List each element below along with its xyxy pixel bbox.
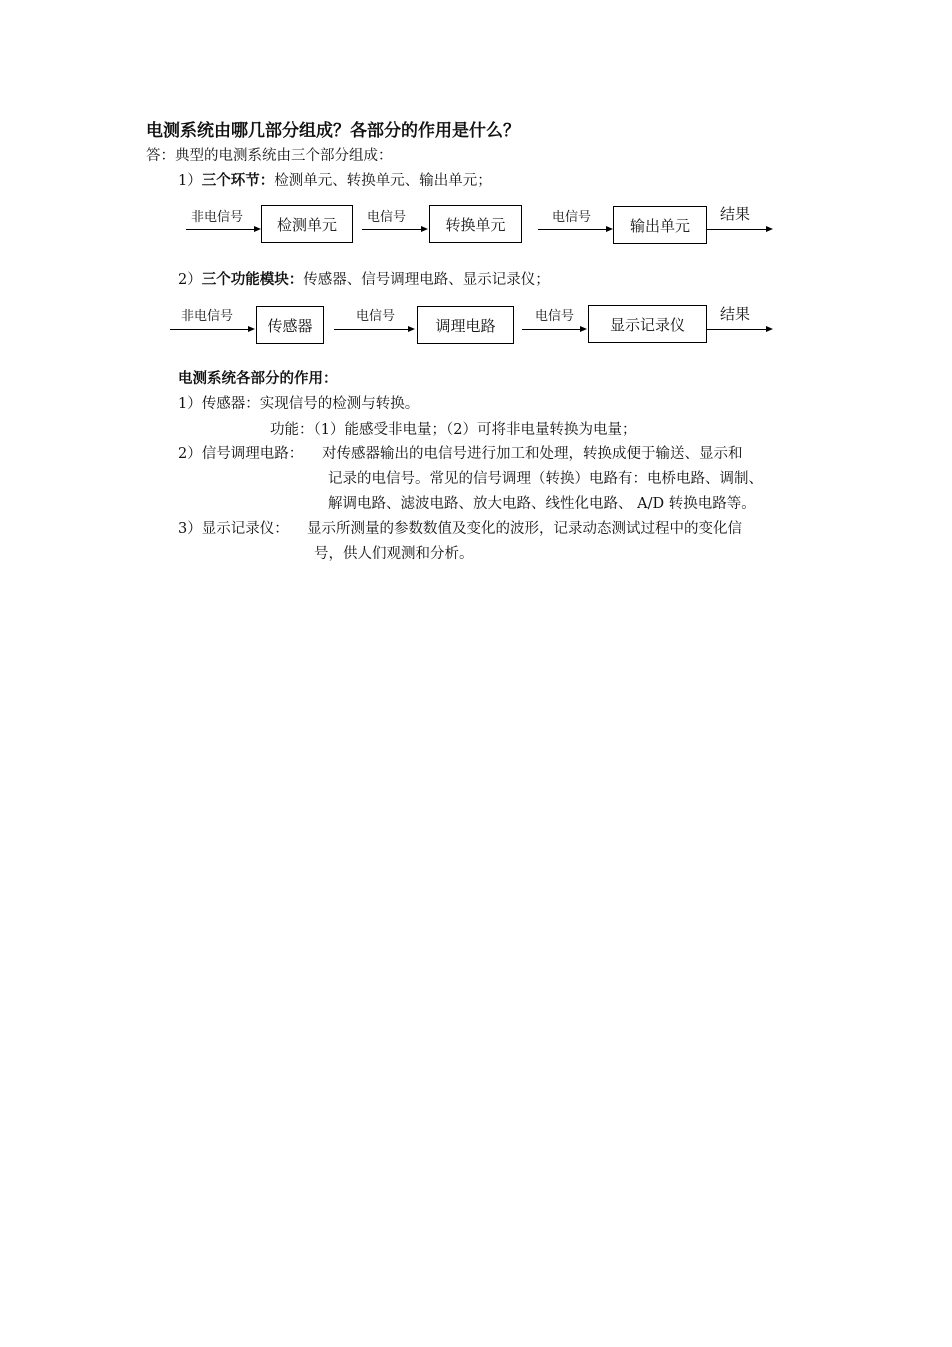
d2-arrow1 — [170, 329, 250, 330]
d2-arrow3 — [522, 329, 582, 330]
d2-signal1-label: 电信号 — [356, 309, 396, 324]
role-item2-line3: 解调电路、滤波电路、放大电路、线性化电路、 A/D 转换电路等。 — [328, 496, 756, 512]
d1-input-label: 非电信号 — [191, 210, 244, 225]
d1-box-detect: 检测单元 — [261, 205, 353, 243]
d2-arrowhead1 — [248, 326, 255, 332]
d2-box-conditioning: 调理电路 — [417, 306, 514, 344]
section1-text: 检测单元、转换单元、输出单元； — [274, 173, 492, 189]
section2-label: 三个功能模块： — [201, 272, 304, 288]
d2-box-display: 显示记录仪 — [588, 305, 707, 343]
d1-box-convert: 转换单元 — [429, 205, 522, 243]
d1-arrow4 — [706, 229, 767, 230]
question-heading: 电测系统由哪几部分组成？各部分的作用是什么？ — [146, 121, 520, 141]
d1-arrow1 — [186, 229, 256, 230]
d2-box-sensor: 传感器 — [256, 306, 324, 344]
d1-arrowhead2 — [421, 226, 428, 232]
role-item1-function: 功能：（1）能感受非电量；（2）可将非电量转换为电量； — [270, 422, 637, 438]
role-item2-line2: 记录的电信号。常见的信号调理（转换）电路有：电桥电路、调制、 — [328, 471, 763, 487]
d1-arrowhead1 — [254, 226, 261, 232]
d1-box-output: 输出单元 — [613, 206, 707, 244]
d2-arrow2 — [334, 329, 410, 330]
role-item2-line1: 对传感器输出的电信号进行加工和处理，转换成便于输送、显示和 — [322, 446, 743, 462]
section1-line — [178, 171, 492, 191]
section2-num: 2） — [178, 272, 202, 288]
d1-arrow2 — [362, 229, 423, 230]
role-item2-label: 2）信号调理电路： — [178, 446, 304, 462]
d2-arrowhead3 — [580, 326, 587, 332]
section2-line — [178, 270, 550, 290]
d1-arrowhead4 — [766, 226, 773, 232]
d1-signal1-label: 电信号 — [367, 210, 407, 225]
d2-result-label: 结果 — [720, 305, 751, 323]
role-item3-line1: 显示所测量的参数数值及变化的波形，记录动态测试过程中的变化信 — [307, 521, 742, 537]
d2-arrowhead4 — [766, 326, 773, 332]
d2-signal2-label: 电信号 — [535, 309, 575, 324]
section1-num: 1） — [178, 173, 202, 189]
d1-signal2-label: 电信号 — [552, 210, 592, 225]
d1-arrow3 — [538, 229, 608, 230]
d1-arrowhead3 — [606, 226, 613, 232]
answer-intro: 答：典型的电测系统由三个部分组成： — [146, 148, 393, 164]
section2-text: 传感器、信号调理电路、显示记录仪； — [303, 272, 550, 288]
section1-label: 三个环节： — [201, 173, 275, 189]
d2-arrowhead2 — [408, 326, 415, 332]
role-item3-line2: 号，供人们观测和分析。 — [314, 546, 474, 562]
role-item1: 1）传感器：实现信号的检测与转换。 — [178, 396, 420, 412]
role-item3-label: 3）显示记录仪： — [178, 521, 289, 537]
d2-input-label: 非电信号 — [181, 309, 234, 324]
roles-heading: 电测系统各部分的作用： — [178, 371, 338, 387]
d2-arrow4 — [706, 329, 767, 330]
d1-result-label: 结果 — [720, 205, 751, 223]
